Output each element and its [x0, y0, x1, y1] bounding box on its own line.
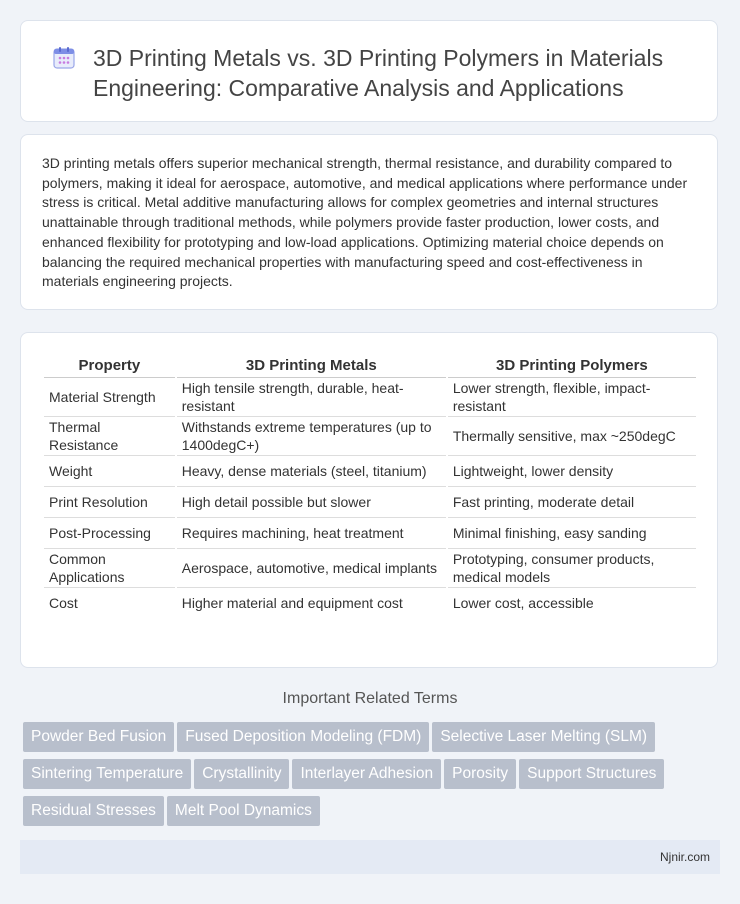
- table-cell: Material Strength: [44, 378, 175, 417]
- term-tag[interactable]: Interlayer Adhesion: [292, 759, 441, 789]
- term-tag[interactable]: Selective Laser Melting (SLM): [432, 722, 655, 752]
- column-header: 3D Printing Polymers: [448, 351, 696, 378]
- footer: [20, 840, 720, 874]
- table-cell: Thermal Resistance: [44, 417, 175, 456]
- column-header: 3D Printing Metals: [177, 351, 446, 378]
- table-row: [44, 549, 696, 588]
- table-cell: Lower cost, accessible: [452, 595, 594, 611]
- calendar-icon: [51, 45, 77, 71]
- table-cell: Aerospace, automotive, medical implants: [177, 549, 446, 588]
- term-tag[interactable]: Support Structures: [519, 759, 664, 789]
- title-card: [20, 20, 718, 122]
- table-cell: Thermally sensitive, max ~250degC: [448, 417, 696, 456]
- table-cell: Heavy, dense materials (steel, titanium): [177, 456, 446, 487]
- table-cell: Weight: [44, 456, 175, 487]
- column-header: Property: [44, 351, 175, 378]
- table-row: [44, 378, 696, 417]
- comparison-table: [42, 351, 698, 618]
- term-tag[interactable]: Powder Bed Fusion: [23, 722, 174, 752]
- comparison-card: [20, 332, 718, 668]
- table-cell: Fast printing, moderate detail: [448, 487, 696, 518]
- term-tag[interactable]: Residual Stresses: [23, 796, 164, 826]
- table-cell: High tensile strength, durable, heat-resistant: [177, 378, 446, 417]
- table-cell: Requires machining, heat treatment: [177, 518, 446, 549]
- related-terms-heading: Important Related Terms: [282, 690, 458, 707]
- table-header-row: [44, 351, 696, 378]
- footer-site[interactable]: Njnir.com: [659, 850, 710, 864]
- summary-card: [20, 134, 718, 310]
- table-cell: Common Applications: [44, 549, 175, 588]
- table-cell: Post-Processing: [44, 518, 175, 549]
- table-cell: Higher material and equipment cost: [181, 595, 403, 611]
- table-cell: Lower strength, flexible, impact-resistant: [448, 378, 696, 417]
- table-row: [44, 417, 696, 456]
- table-cell: Withstands extreme temperatures (up to 1400degC+): [177, 417, 446, 456]
- page-title: 3D Printing Metals vs. 3D Printing Polymers in Materials Engineering: Comparative Analysis and Applications: [93, 45, 664, 101]
- term-tag[interactable]: Melt Pool Dynamics: [167, 796, 320, 826]
- title-wrap: [51, 43, 701, 103]
- table-cell: Minimal finishing, easy sanding: [448, 518, 696, 549]
- term-tag[interactable]: Fused Deposition Modeling (FDM): [177, 722, 429, 752]
- term-tag[interactable]: Crystallinity: [194, 759, 289, 789]
- table-cell: Cost: [49, 595, 78, 611]
- table-cell: Lightweight, lower density: [448, 456, 696, 487]
- term-tag[interactable]: Sintering Temperature: [23, 759, 191, 789]
- table-row: [44, 588, 696, 618]
- table-row: [44, 487, 696, 518]
- term-tag[interactable]: Porosity: [444, 759, 516, 789]
- table-cell: Print Resolution: [44, 487, 175, 518]
- table-row: [44, 518, 696, 549]
- table-cell: High detail possible but slower: [177, 487, 446, 518]
- table-cell: Prototyping, consumer products, medical models: [448, 549, 696, 588]
- related-terms-list: [23, 722, 713, 833]
- table-row: [44, 456, 696, 487]
- summary-text: 3D printing metals offers superior mechanical strength, thermal resistance, and durability compared to polymers, making it ideal for aerospace, automotive, and medical applications where performance under stress is critical. Metal additive manufacturing allows for complex geometries and internal structures unattainable through traditional methods, while polymers provide faster production, lower costs, and enhanced flexibility for prototyping and low-load applications. Optimizing material choice depends on balancing the required mechanical properties with manufacturing speed and cost-effectiveness in materials engineering projects.: [42, 155, 688, 290]
